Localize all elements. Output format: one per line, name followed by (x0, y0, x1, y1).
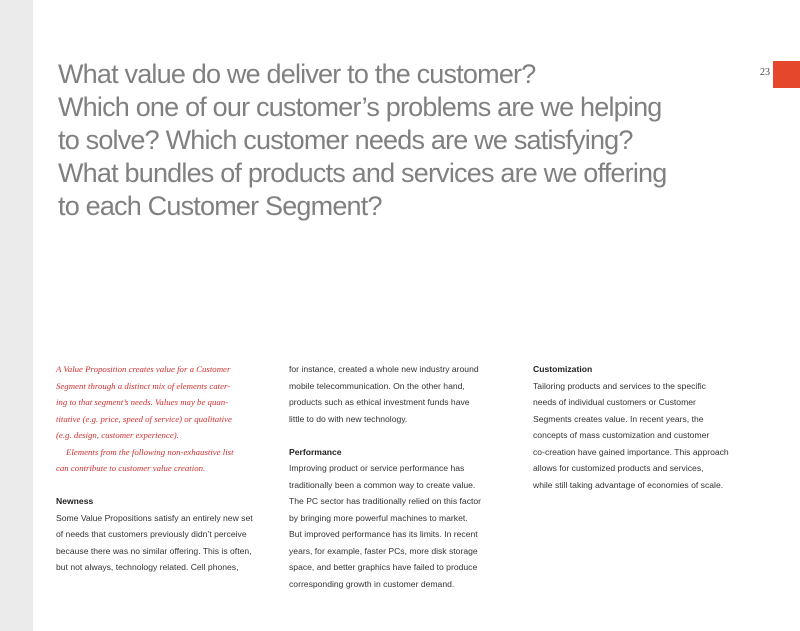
body-line: allows for customized products and services, (533, 463, 704, 473)
body-line: for instance, created a whole new industry around (289, 364, 479, 374)
headline-line: to each Customer Segment? (58, 191, 382, 221)
page-tab-marker (773, 61, 800, 88)
intro-paragraph (56, 361, 271, 477)
column-2 (289, 361, 504, 592)
body-line: concepts of mass customization and customer (533, 430, 710, 440)
left-gutter (0, 0, 33, 631)
body-line: But improved performance has its limits. In recent (289, 529, 478, 539)
body-line: corresponding growth in customer demand. (289, 578, 455, 589)
intro-line: can contribute to customer value creation. (56, 463, 206, 473)
headline-line: What value do we deliver to the customer? (58, 59, 536, 89)
body-line: little to do with new technology. (289, 413, 408, 424)
intro-line: A Value Proposition creates value for a Customer (56, 364, 231, 374)
intro-line: Segment through a distinct mix of elements cater- (56, 380, 231, 391)
body-line: Tailoring products and services to the specific (533, 380, 706, 391)
body-line: co-creation have gained importance. This approach (533, 446, 729, 457)
headline-line: What bundles of products and services are we offering (58, 158, 667, 188)
body-line: by bringing more powerful machines to market. (289, 512, 468, 523)
intro-line: (e.g. design, customer experience). (56, 430, 179, 440)
body-line: because there was no similar offering. This is often, (56, 545, 252, 556)
headline-line: Which one of our customer’s problems are we helping (58, 92, 662, 122)
intro-line: Elements from the following non-exhaustive list (66, 446, 234, 457)
body-line: Improving product or service performance has (289, 463, 465, 473)
column-1 (56, 361, 271, 576)
body-line: products such as ethical investment funds have (289, 397, 470, 407)
section-heading-performance: Performance (289, 446, 342, 457)
body-line: Segments creates value. In recent years, the (533, 413, 704, 424)
section-heading-newness: Newness (56, 496, 94, 506)
body-line: years, for example, faster PCs, more disk storage (289, 545, 478, 556)
body-line: The PC sector has traditionally relied on this factor (289, 496, 482, 506)
intro-line: titative (e.g. price, speed of service) or qualitative (56, 413, 232, 424)
column-3 (533, 361, 753, 493)
body-line: traditionally been a common way to create value. (289, 479, 476, 490)
headline-line: to solve? Which customer needs are we satisfying? (58, 125, 633, 155)
body-line: mobile telecommunication. On the other hand, (289, 380, 465, 391)
body-line: while still taking advantage of economies of scale. (533, 479, 724, 490)
body-line: Some Value Propositions satisfy an entirely new set (56, 512, 253, 523)
section-heading-customization: Customization (533, 364, 593, 374)
headline (58, 58, 667, 223)
body-line: but not always, technology related. Cell phones, (56, 562, 239, 572)
intro-line: ing to that segment’s needs. Values may be quan- (56, 397, 229, 407)
body-line: space, and better graphics have failed to produce (289, 562, 478, 572)
page-number: 23 (760, 67, 770, 78)
body-line: needs of individual customers or Customer (533, 397, 696, 407)
body-line: of needs that customers previously didn’t perceive (56, 529, 247, 539)
